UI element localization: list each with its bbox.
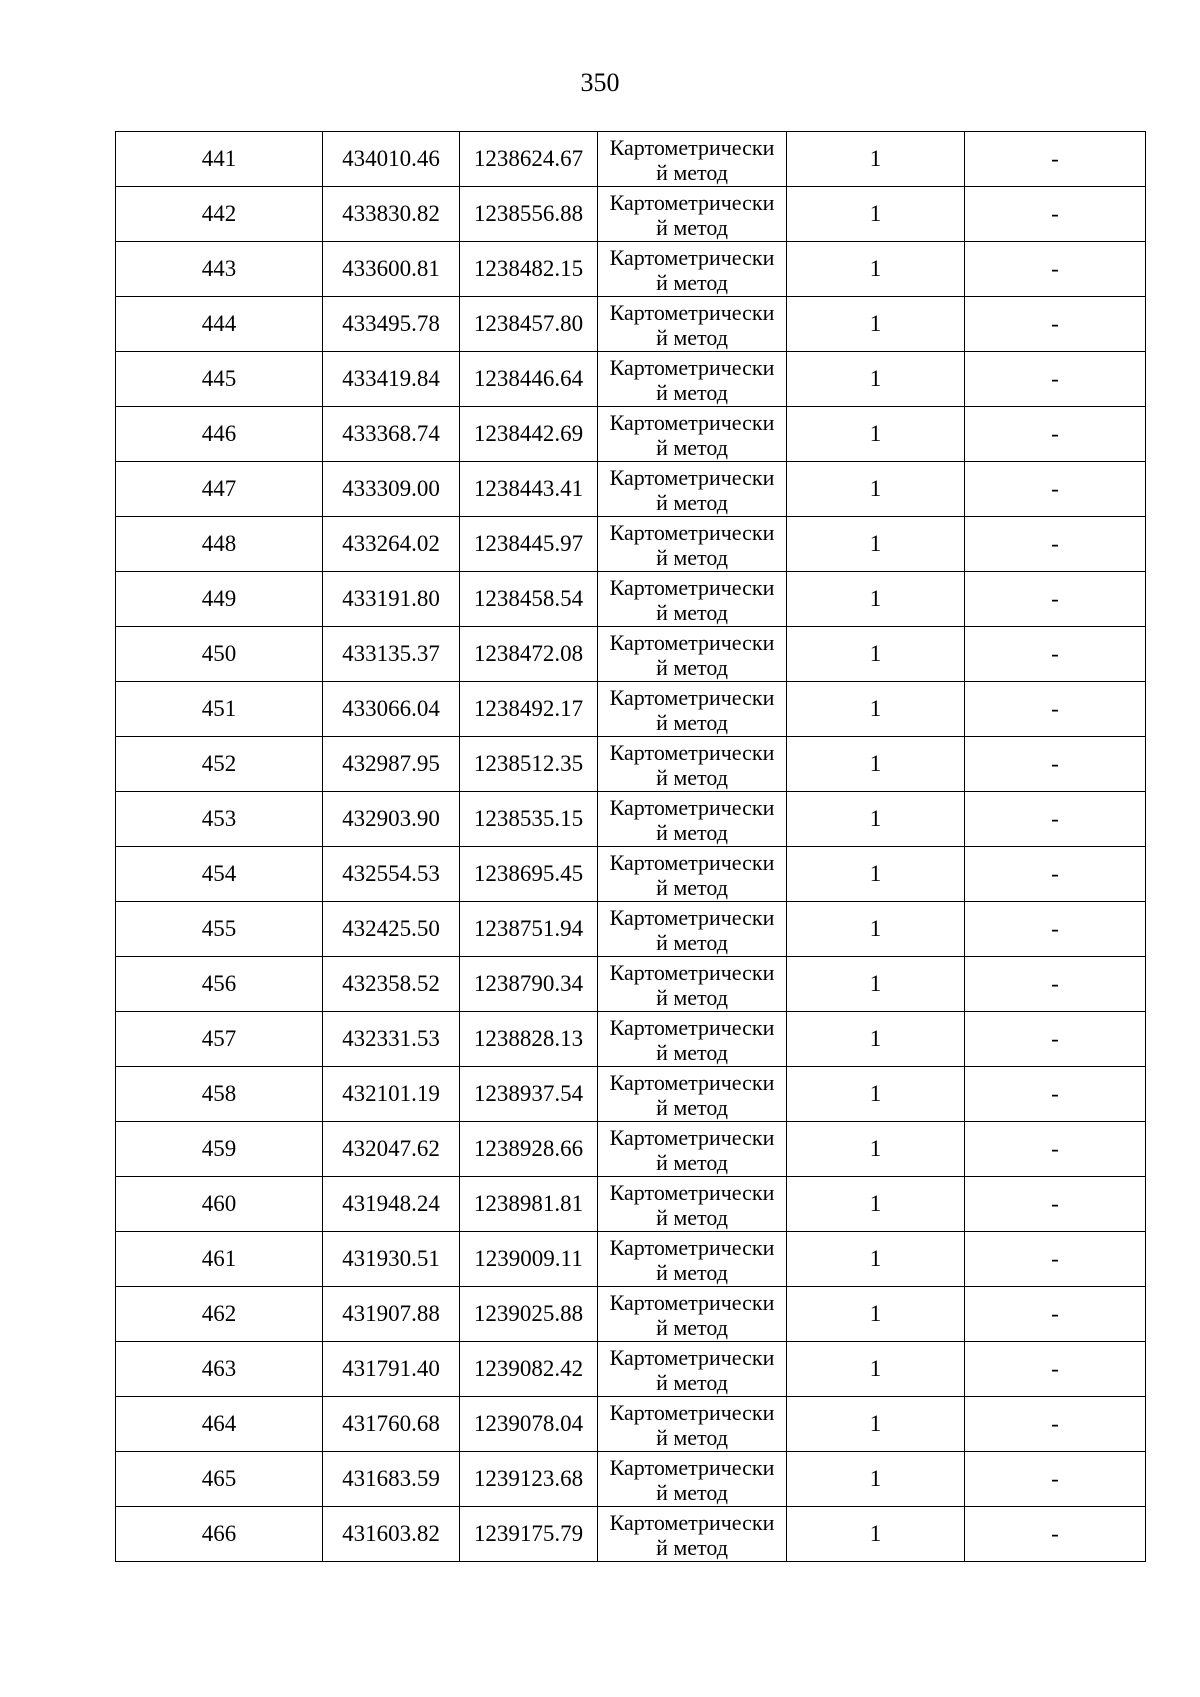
method-text-line1: Картометрически	[609, 1454, 775, 1480]
x-coordinate-cell: 433135.37	[323, 627, 460, 682]
method-text-line1: Картометрически	[609, 1289, 775, 1315]
method-text-line2: й метод	[656, 1314, 728, 1340]
table-row	[116, 1232, 1146, 1287]
method-cell	[598, 682, 787, 737]
method-cell	[598, 1012, 787, 1067]
x-coordinate-cell: 433830.82	[323, 187, 460, 242]
y-coordinate-cell: 1239025.88	[460, 1287, 598, 1342]
accuracy-cell: 1	[787, 1232, 965, 1287]
point-number-cell: 458	[116, 1067, 323, 1122]
accuracy-cell: 1	[787, 297, 965, 352]
method-text-line2: й метод	[656, 819, 728, 845]
x-coordinate-cell: 431683.59	[323, 1452, 460, 1507]
table-row	[116, 187, 1146, 242]
table-row	[116, 572, 1146, 627]
y-coordinate-cell: 1238937.54	[460, 1067, 598, 1122]
accuracy-cell: 1	[787, 1177, 965, 1232]
note-cell: -	[965, 572, 1146, 627]
note-cell: -	[965, 627, 1146, 682]
y-coordinate-cell: 1239009.11	[460, 1232, 598, 1287]
x-coordinate-cell: 433368.74	[323, 407, 460, 462]
method-cell	[598, 132, 787, 187]
y-coordinate-cell: 1238928.66	[460, 1122, 598, 1177]
coordinates-table	[115, 131, 1146, 1562]
point-number-cell: 453	[116, 792, 323, 847]
note-cell: -	[965, 242, 1146, 297]
point-number-cell: 457	[116, 1012, 323, 1067]
point-number-cell: 447	[116, 462, 323, 517]
method-text-line1: Картометрически	[609, 1509, 775, 1535]
point-number-cell: 450	[116, 627, 323, 682]
note-cell: -	[965, 1507, 1146, 1562]
method-text-line1: Картометрически	[609, 354, 775, 380]
method-cell	[598, 187, 787, 242]
x-coordinate-cell: 432554.53	[323, 847, 460, 902]
point-number-cell: 446	[116, 407, 323, 462]
table-body	[116, 132, 1146, 1562]
y-coordinate-cell: 1238695.45	[460, 847, 598, 902]
method-text-line1: Картометрически	[609, 629, 775, 655]
x-coordinate-cell: 431760.68	[323, 1397, 460, 1452]
accuracy-cell: 1	[787, 572, 965, 627]
method-text-line1: Картометрически	[609, 464, 775, 490]
x-coordinate-cell: 433191.80	[323, 572, 460, 627]
method-cell	[598, 297, 787, 352]
table-row	[116, 1067, 1146, 1122]
method-text-line2: й метод	[656, 1534, 728, 1560]
x-coordinate-cell: 432101.19	[323, 1067, 460, 1122]
note-cell: -	[965, 1452, 1146, 1507]
accuracy-cell: 1	[787, 517, 965, 572]
method-text-line1: Картометрически	[609, 1344, 775, 1370]
point-number-cell: 464	[116, 1397, 323, 1452]
method-text-line1: Картометрически	[609, 244, 775, 270]
y-coordinate-cell: 1238981.81	[460, 1177, 598, 1232]
method-text-line2: й метод	[656, 1204, 728, 1230]
note-cell: -	[965, 792, 1146, 847]
method-text-line2: й метод	[656, 214, 728, 240]
table-row	[116, 1012, 1146, 1067]
method-text-line2: й метод	[656, 709, 728, 735]
method-text-line2: й метод	[656, 1424, 728, 1450]
point-number-cell: 456	[116, 957, 323, 1012]
accuracy-cell: 1	[787, 902, 965, 957]
x-coordinate-cell: 433419.84	[323, 352, 460, 407]
method-text-line2: й метод	[656, 379, 728, 405]
note-cell: -	[965, 737, 1146, 792]
method-cell	[598, 407, 787, 462]
y-coordinate-cell: 1239175.79	[460, 1507, 598, 1562]
method-text-line2: й метод	[656, 1369, 728, 1395]
method-text-line1: Картометрически	[609, 299, 775, 325]
y-coordinate-cell: 1238472.08	[460, 627, 598, 682]
x-coordinate-cell: 431930.51	[323, 1232, 460, 1287]
point-number-cell: 465	[116, 1452, 323, 1507]
y-coordinate-cell: 1238828.13	[460, 1012, 598, 1067]
point-number-cell: 443	[116, 242, 323, 297]
x-coordinate-cell: 431907.88	[323, 1287, 460, 1342]
y-coordinate-cell: 1238535.15	[460, 792, 598, 847]
x-coordinate-cell: 432358.52	[323, 957, 460, 1012]
accuracy-cell: 1	[787, 627, 965, 682]
method-text-line1: Картометрически	[609, 189, 775, 215]
note-cell: -	[965, 132, 1146, 187]
method-cell	[598, 517, 787, 572]
method-cell	[598, 737, 787, 792]
accuracy-cell: 1	[787, 1397, 965, 1452]
x-coordinate-cell: 432047.62	[323, 1122, 460, 1177]
note-cell: -	[965, 1067, 1146, 1122]
accuracy-cell: 1	[787, 1342, 965, 1397]
point-number-cell: 449	[116, 572, 323, 627]
y-coordinate-cell: 1238445.97	[460, 517, 598, 572]
point-number-cell: 442	[116, 187, 323, 242]
method-text-line1: Картометрически	[609, 1234, 775, 1260]
method-text-line1: Картометрически	[609, 1069, 775, 1095]
accuracy-cell: 1	[787, 1507, 965, 1562]
table-row	[116, 847, 1146, 902]
point-number-cell: 452	[116, 737, 323, 792]
accuracy-cell: 1	[787, 1067, 965, 1122]
accuracy-cell: 1	[787, 1452, 965, 1507]
note-cell: -	[965, 1122, 1146, 1177]
method-text-line2: й метод	[656, 489, 728, 515]
y-coordinate-cell: 1238512.35	[460, 737, 598, 792]
method-cell	[598, 572, 787, 627]
method-text-line1: Картометрически	[609, 794, 775, 820]
y-coordinate-cell: 1238624.67	[460, 132, 598, 187]
table-row	[116, 1177, 1146, 1232]
table-row	[116, 1342, 1146, 1397]
note-cell: -	[965, 352, 1146, 407]
method-cell	[598, 1452, 787, 1507]
accuracy-cell: 1	[787, 847, 965, 902]
method-text-line2: й метод	[656, 1149, 728, 1175]
method-text-line1: Картометрически	[609, 1179, 775, 1205]
table-row	[116, 737, 1146, 792]
accuracy-cell: 1	[787, 132, 965, 187]
table-row	[116, 407, 1146, 462]
method-text-line2: й метод	[656, 654, 728, 680]
point-number-cell: 444	[116, 297, 323, 352]
note-cell: -	[965, 957, 1146, 1012]
y-coordinate-cell: 1238443.41	[460, 462, 598, 517]
note-cell: -	[965, 297, 1146, 352]
y-coordinate-cell: 1238482.15	[460, 242, 598, 297]
note-cell: -	[965, 1012, 1146, 1067]
method-text-line1: Картометрически	[609, 739, 775, 765]
point-number-cell: 454	[116, 847, 323, 902]
table-row	[116, 352, 1146, 407]
x-coordinate-cell: 431603.82	[323, 1507, 460, 1562]
point-number-cell: 445	[116, 352, 323, 407]
y-coordinate-cell: 1238751.94	[460, 902, 598, 957]
method-cell	[598, 957, 787, 1012]
x-coordinate-cell: 431948.24	[323, 1177, 460, 1232]
table-row	[116, 957, 1146, 1012]
method-text-line1: Картометрически	[609, 684, 775, 710]
method-text-line2: й метод	[656, 269, 728, 295]
point-number-cell: 466	[116, 1507, 323, 1562]
accuracy-cell: 1	[787, 242, 965, 297]
table-row	[116, 462, 1146, 517]
note-cell: -	[965, 902, 1146, 957]
table-row	[116, 902, 1146, 957]
method-text-line2: й метод	[656, 434, 728, 460]
accuracy-cell: 1	[787, 957, 965, 1012]
y-coordinate-cell: 1238446.64	[460, 352, 598, 407]
point-number-cell: 451	[116, 682, 323, 737]
method-cell	[598, 627, 787, 682]
note-cell: -	[965, 462, 1146, 517]
x-coordinate-cell: 433600.81	[323, 242, 460, 297]
method-text-line2: й метод	[656, 1039, 728, 1065]
x-coordinate-cell: 433309.00	[323, 462, 460, 517]
note-cell: -	[965, 1397, 1146, 1452]
point-number-cell: 459	[116, 1122, 323, 1177]
note-cell: -	[965, 847, 1146, 902]
x-coordinate-cell: 433066.04	[323, 682, 460, 737]
y-coordinate-cell: 1239082.42	[460, 1342, 598, 1397]
method-text-line2: й метод	[656, 159, 728, 185]
method-cell	[598, 352, 787, 407]
method-text-line2: й метод	[656, 1094, 728, 1120]
x-coordinate-cell: 432425.50	[323, 902, 460, 957]
note-cell: -	[965, 407, 1146, 462]
method-text-line1: Картометрически	[609, 519, 775, 545]
method-cell	[598, 1287, 787, 1342]
method-text-line1: Картометрически	[609, 134, 775, 160]
point-number-cell: 461	[116, 1232, 323, 1287]
y-coordinate-cell: 1238458.54	[460, 572, 598, 627]
table-row	[116, 1507, 1146, 1562]
method-cell	[598, 1067, 787, 1122]
method-text-line2: й метод	[656, 874, 728, 900]
method-text-line2: й метод	[656, 984, 728, 1010]
y-coordinate-cell: 1238790.34	[460, 957, 598, 1012]
point-number-cell: 455	[116, 902, 323, 957]
table-row	[116, 627, 1146, 682]
method-text-line2: й метод	[656, 544, 728, 570]
y-coordinate-cell: 1239078.04	[460, 1397, 598, 1452]
method-cell	[598, 902, 787, 957]
method-text-line1: Картометрически	[609, 1124, 775, 1150]
method-text-line1: Картометрически	[609, 904, 775, 930]
note-cell: -	[965, 1287, 1146, 1342]
page-number: 350	[580, 68, 620, 97]
table-row	[116, 792, 1146, 847]
method-cell	[598, 847, 787, 902]
method-text-line1: Картометрически	[609, 409, 775, 435]
note-cell: -	[965, 1177, 1146, 1232]
method-cell	[598, 792, 787, 847]
point-number-cell: 448	[116, 517, 323, 572]
y-coordinate-cell: 1238442.69	[460, 407, 598, 462]
table-row	[116, 242, 1146, 297]
note-cell: -	[965, 1342, 1146, 1397]
method-text-line2: й метод	[656, 1259, 728, 1285]
x-coordinate-cell: 432903.90	[323, 792, 460, 847]
accuracy-cell: 1	[787, 792, 965, 847]
point-number-cell: 463	[116, 1342, 323, 1397]
accuracy-cell: 1	[787, 1012, 965, 1067]
method-text-line2: й метод	[656, 929, 728, 955]
method-cell	[598, 242, 787, 297]
x-coordinate-cell: 433264.02	[323, 517, 460, 572]
method-text-line1: Картометрически	[609, 1014, 775, 1040]
method-text-line1: Картометрически	[609, 849, 775, 875]
method-cell	[598, 1397, 787, 1452]
accuracy-cell: 1	[787, 1287, 965, 1342]
note-cell: -	[965, 682, 1146, 737]
accuracy-cell: 1	[787, 187, 965, 242]
accuracy-cell: 1	[787, 407, 965, 462]
accuracy-cell: 1	[787, 352, 965, 407]
table-row	[116, 517, 1146, 572]
y-coordinate-cell: 1238457.80	[460, 297, 598, 352]
method-text-line1: Картометрически	[609, 1399, 775, 1425]
method-cell	[598, 1232, 787, 1287]
method-text-line2: й метод	[656, 599, 728, 625]
note-cell: -	[965, 1232, 1146, 1287]
accuracy-cell: 1	[787, 737, 965, 792]
method-text-line2: й метод	[656, 324, 728, 350]
accuracy-cell: 1	[787, 462, 965, 517]
table-row	[116, 1452, 1146, 1507]
x-coordinate-cell: 432987.95	[323, 737, 460, 792]
method-text-line1: Картометрически	[609, 574, 775, 600]
point-number-cell: 460	[116, 1177, 323, 1232]
table-row	[116, 682, 1146, 737]
method-cell	[598, 1122, 787, 1177]
y-coordinate-cell: 1239123.68	[460, 1452, 598, 1507]
point-number-cell: 441	[116, 132, 323, 187]
table-row	[116, 297, 1146, 352]
table-row	[116, 1397, 1146, 1452]
method-text-line2: й метод	[656, 1479, 728, 1505]
x-coordinate-cell: 431791.40	[323, 1342, 460, 1397]
method-cell	[598, 462, 787, 517]
method-cell	[598, 1507, 787, 1562]
note-cell: -	[965, 517, 1146, 572]
table-row	[116, 132, 1146, 187]
y-coordinate-cell: 1238492.17	[460, 682, 598, 737]
x-coordinate-cell: 433495.78	[323, 297, 460, 352]
method-cell	[598, 1342, 787, 1397]
method-cell	[598, 1177, 787, 1232]
x-coordinate-cell: 434010.46	[323, 132, 460, 187]
method-text-line1: Картометрически	[609, 959, 775, 985]
table-row	[116, 1287, 1146, 1342]
x-coordinate-cell: 432331.53	[323, 1012, 460, 1067]
accuracy-cell: 1	[787, 1122, 965, 1177]
method-text-line2: й метод	[656, 764, 728, 790]
note-cell: -	[965, 187, 1146, 242]
accuracy-cell: 1	[787, 682, 965, 737]
table-row	[116, 1122, 1146, 1177]
point-number-cell: 462	[116, 1287, 323, 1342]
y-coordinate-cell: 1238556.88	[460, 187, 598, 242]
